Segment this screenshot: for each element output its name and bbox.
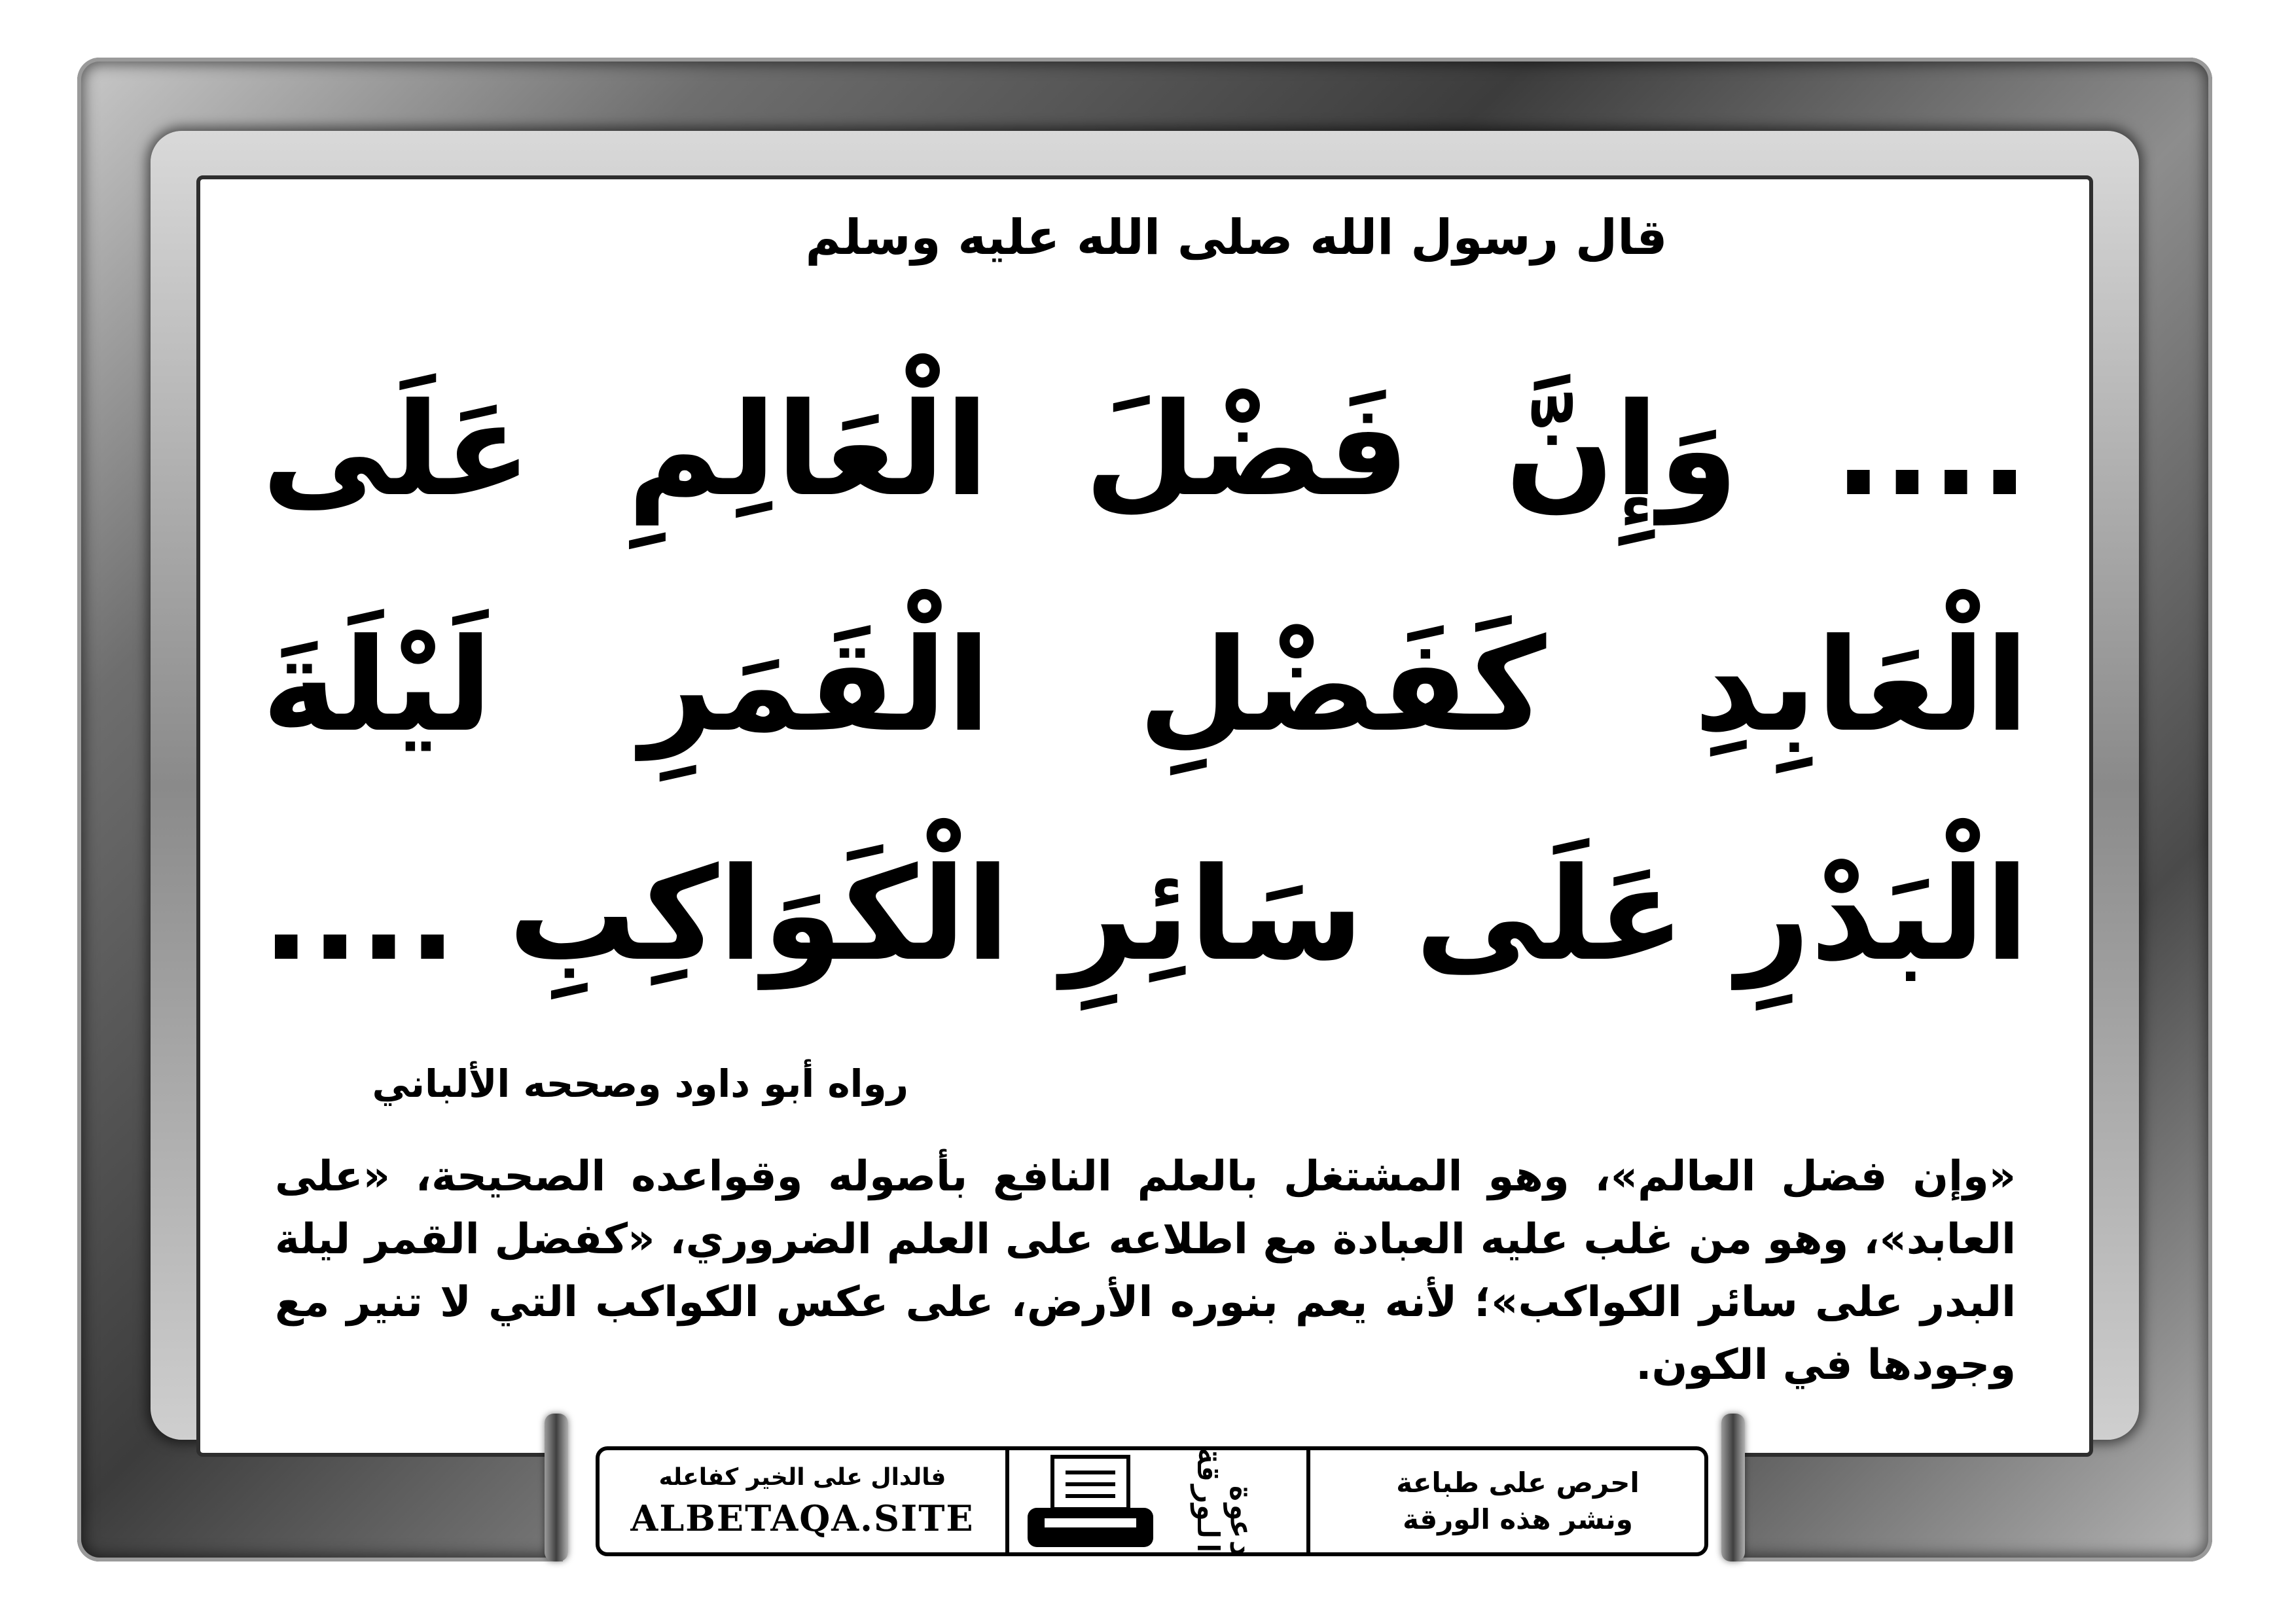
dawa-logo <box>1175 1448 1274 1558</box>
hadith-source: رواه أبو داود وصححه الألباني <box>372 1061 908 1106</box>
explanation-paragraph: «وإن فضل العالم»، وهو المشتغل بالعلم النافع بأصوله وقواعده الصحيحة، «على العابد»، وهو من غلب عليه العبادة مع اطلاعه على العلم الضروري، «كفضل القمر ليلة البدر على سائر الكواكب»؛ لأنه يعم بنوره الأرض، على عكس الكواكب التي لا تنير مع وجودها في الكون. <box>275 1152 2016 1389</box>
printer-icon <box>1018 1450 1162 1552</box>
footer-divider-2 <box>1306 1450 1310 1552</box>
notice-line-2: ونشر هذه الورقة <box>1403 1503 1633 1535</box>
heading: قال رسول الله صلى الله عليه وسلم <box>805 209 1668 266</box>
footer-divider <box>1005 1450 1009 1552</box>
hadith-line-2: الْعَابِدِ كَفَضْلِ الْقَمَرِ لَيْلَةَ <box>262 611 2029 760</box>
footer-notice <box>1331 1450 1704 1552</box>
footer-site-block <box>600 1450 1005 1552</box>
logo-text: دعوة الورقة <box>1191 1448 1259 1558</box>
notice-line-1: احرص على طباعة <box>1396 1467 1640 1499</box>
footer-slogan: فالدال على الخير كفاعله <box>658 1463 946 1491</box>
frame-cap-right <box>1721 1414 1745 1561</box>
hadith-line-1: .... وَإِنَّ فَضْلَ الْعَالِمِ عَلَى <box>262 376 2029 525</box>
hadith-line-3: الْبَدْرِ عَلَى سَائِرِ الْكَوَاكِبِ .... <box>262 840 2029 990</box>
footer-site-link[interactable]: ALBETAQA.SITE <box>630 1497 975 1539</box>
frame-cap-left <box>545 1414 568 1561</box>
footer-badge <box>596 1446 1708 1556</box>
